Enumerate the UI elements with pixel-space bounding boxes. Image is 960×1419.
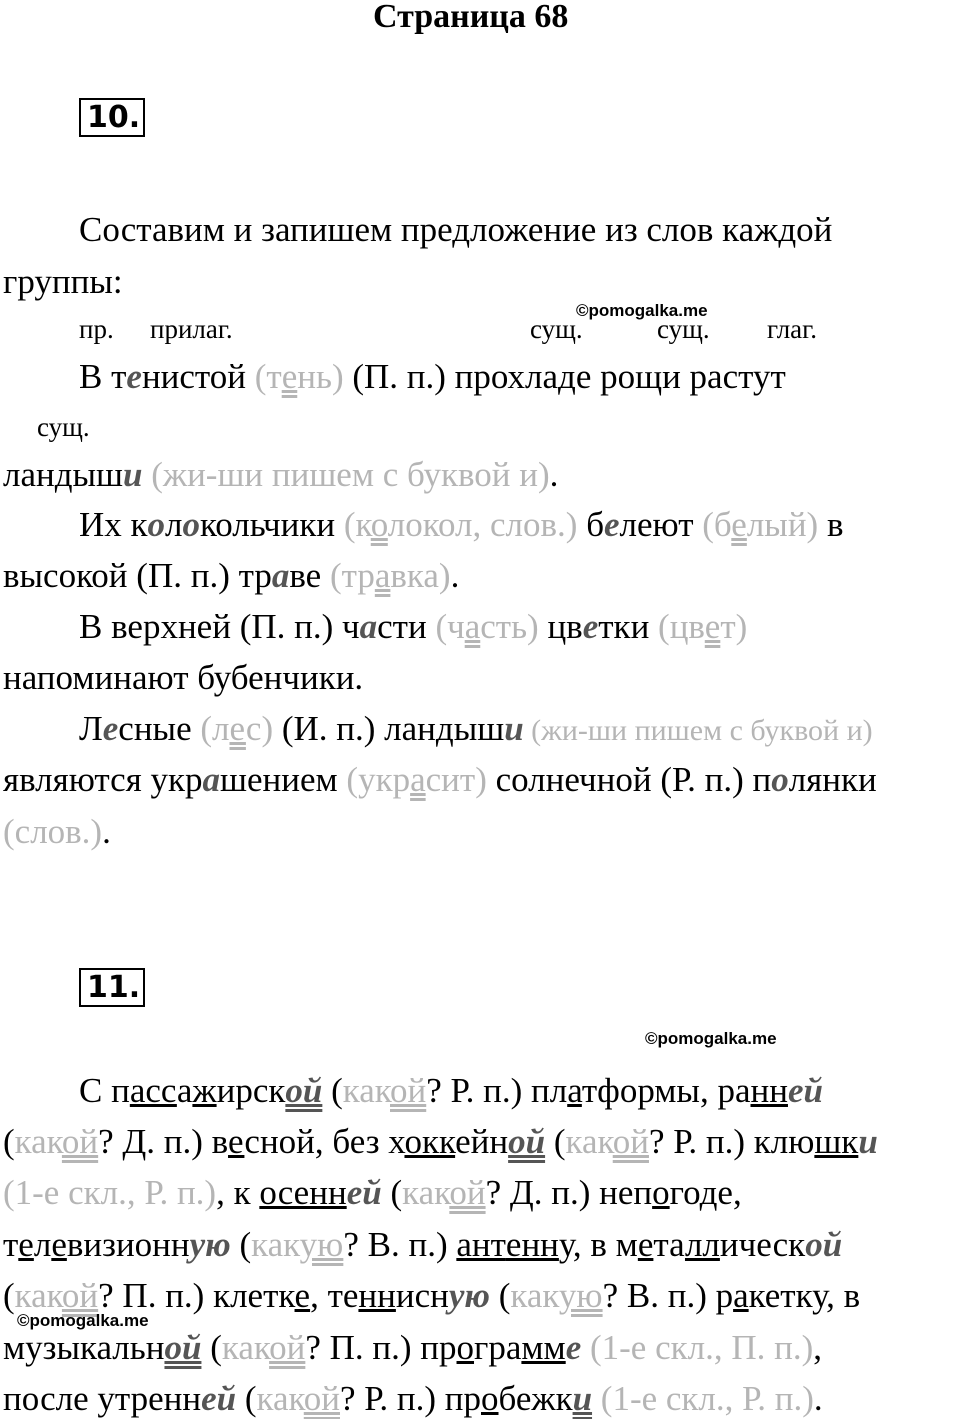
ex10-sentence3-line2: напоминают бубенчики. [3, 658, 364, 697]
ex11-line7: после утренней (какой? Р. п.) пробежки (1-е скл., Р. п.). [3, 1379, 823, 1418]
ex10-sentence2-line2: высокой (П. п.) траве (травка). [3, 556, 460, 595]
annotation-verb: глаг. [767, 314, 817, 344]
ex10-intro-line1: Составим и запишем предложение из слов каждой [79, 210, 833, 249]
ex11-line1: С пассажирской (какой? Р. п.) платформы, ранней [79, 1071, 823, 1110]
ex10-sentence4-line3: (слов.). [3, 812, 111, 851]
ex10-sentence1-line1: В тенистой (тень) (П. п.) прохладе рощи растут [79, 357, 786, 396]
ex10-sentence3-line1: В верхней (П. п.) части (часть) цветки (цвет) [79, 607, 748, 646]
ex11-line5: (какой? П. п.) клетке, теннисную (какую? В. п.) ракетку, в [3, 1276, 861, 1315]
annotation-adjective: прилаг. [150, 314, 233, 344]
annotation-noun-1: сущ. [530, 314, 583, 344]
annotation-noun-3: сущ. [37, 412, 90, 442]
ex10-sentence1-line2: ландыши (жи-ши пишем с буквой и). [3, 455, 559, 494]
ex11-line3: (1-е скл., Р. п.), к осенней (какой? Д. п.) непогоде, [3, 1173, 742, 1212]
ex10-sentence2-line1: Их колокольчики (колокол, слов.) белеют (белый) в [79, 505, 844, 544]
watermark-3: ©pomogalka.me [17, 1311, 149, 1330]
watermark-1: ©pomogalka.me [576, 301, 708, 320]
ex11-line6: музыкальной (какой? П. п.) программе (1-е скл., П. п.), [3, 1328, 823, 1367]
ex11-line4: телевизионную (какую? В. п.) антенну, в металлической [3, 1225, 843, 1264]
page-title: Страница 68 [373, 0, 569, 35]
ex11-line2: (какой? Д. п.) весной, без хоккейной (какой? Р. п.) клюшки [3, 1122, 878, 1161]
exercise-11-number: 11. [79, 968, 145, 1007]
ex10-sentence4-line2: являются украшением (украсит) солнечной (Р. п.) полянки [3, 760, 877, 799]
ex10-sentence4-line1: Лесные (лес) (И. п.) ландыши (жи-ши пишем с буквой и) [79, 709, 873, 748]
watermark-2: ©pomogalka.me [645, 1029, 777, 1048]
annotation-noun-2: сущ. [657, 314, 710, 344]
annotation-preposition: пр. [79, 314, 114, 344]
ex10-intro-line2: группы: [3, 262, 123, 301]
exercise-10-number: 10. [79, 98, 145, 137]
